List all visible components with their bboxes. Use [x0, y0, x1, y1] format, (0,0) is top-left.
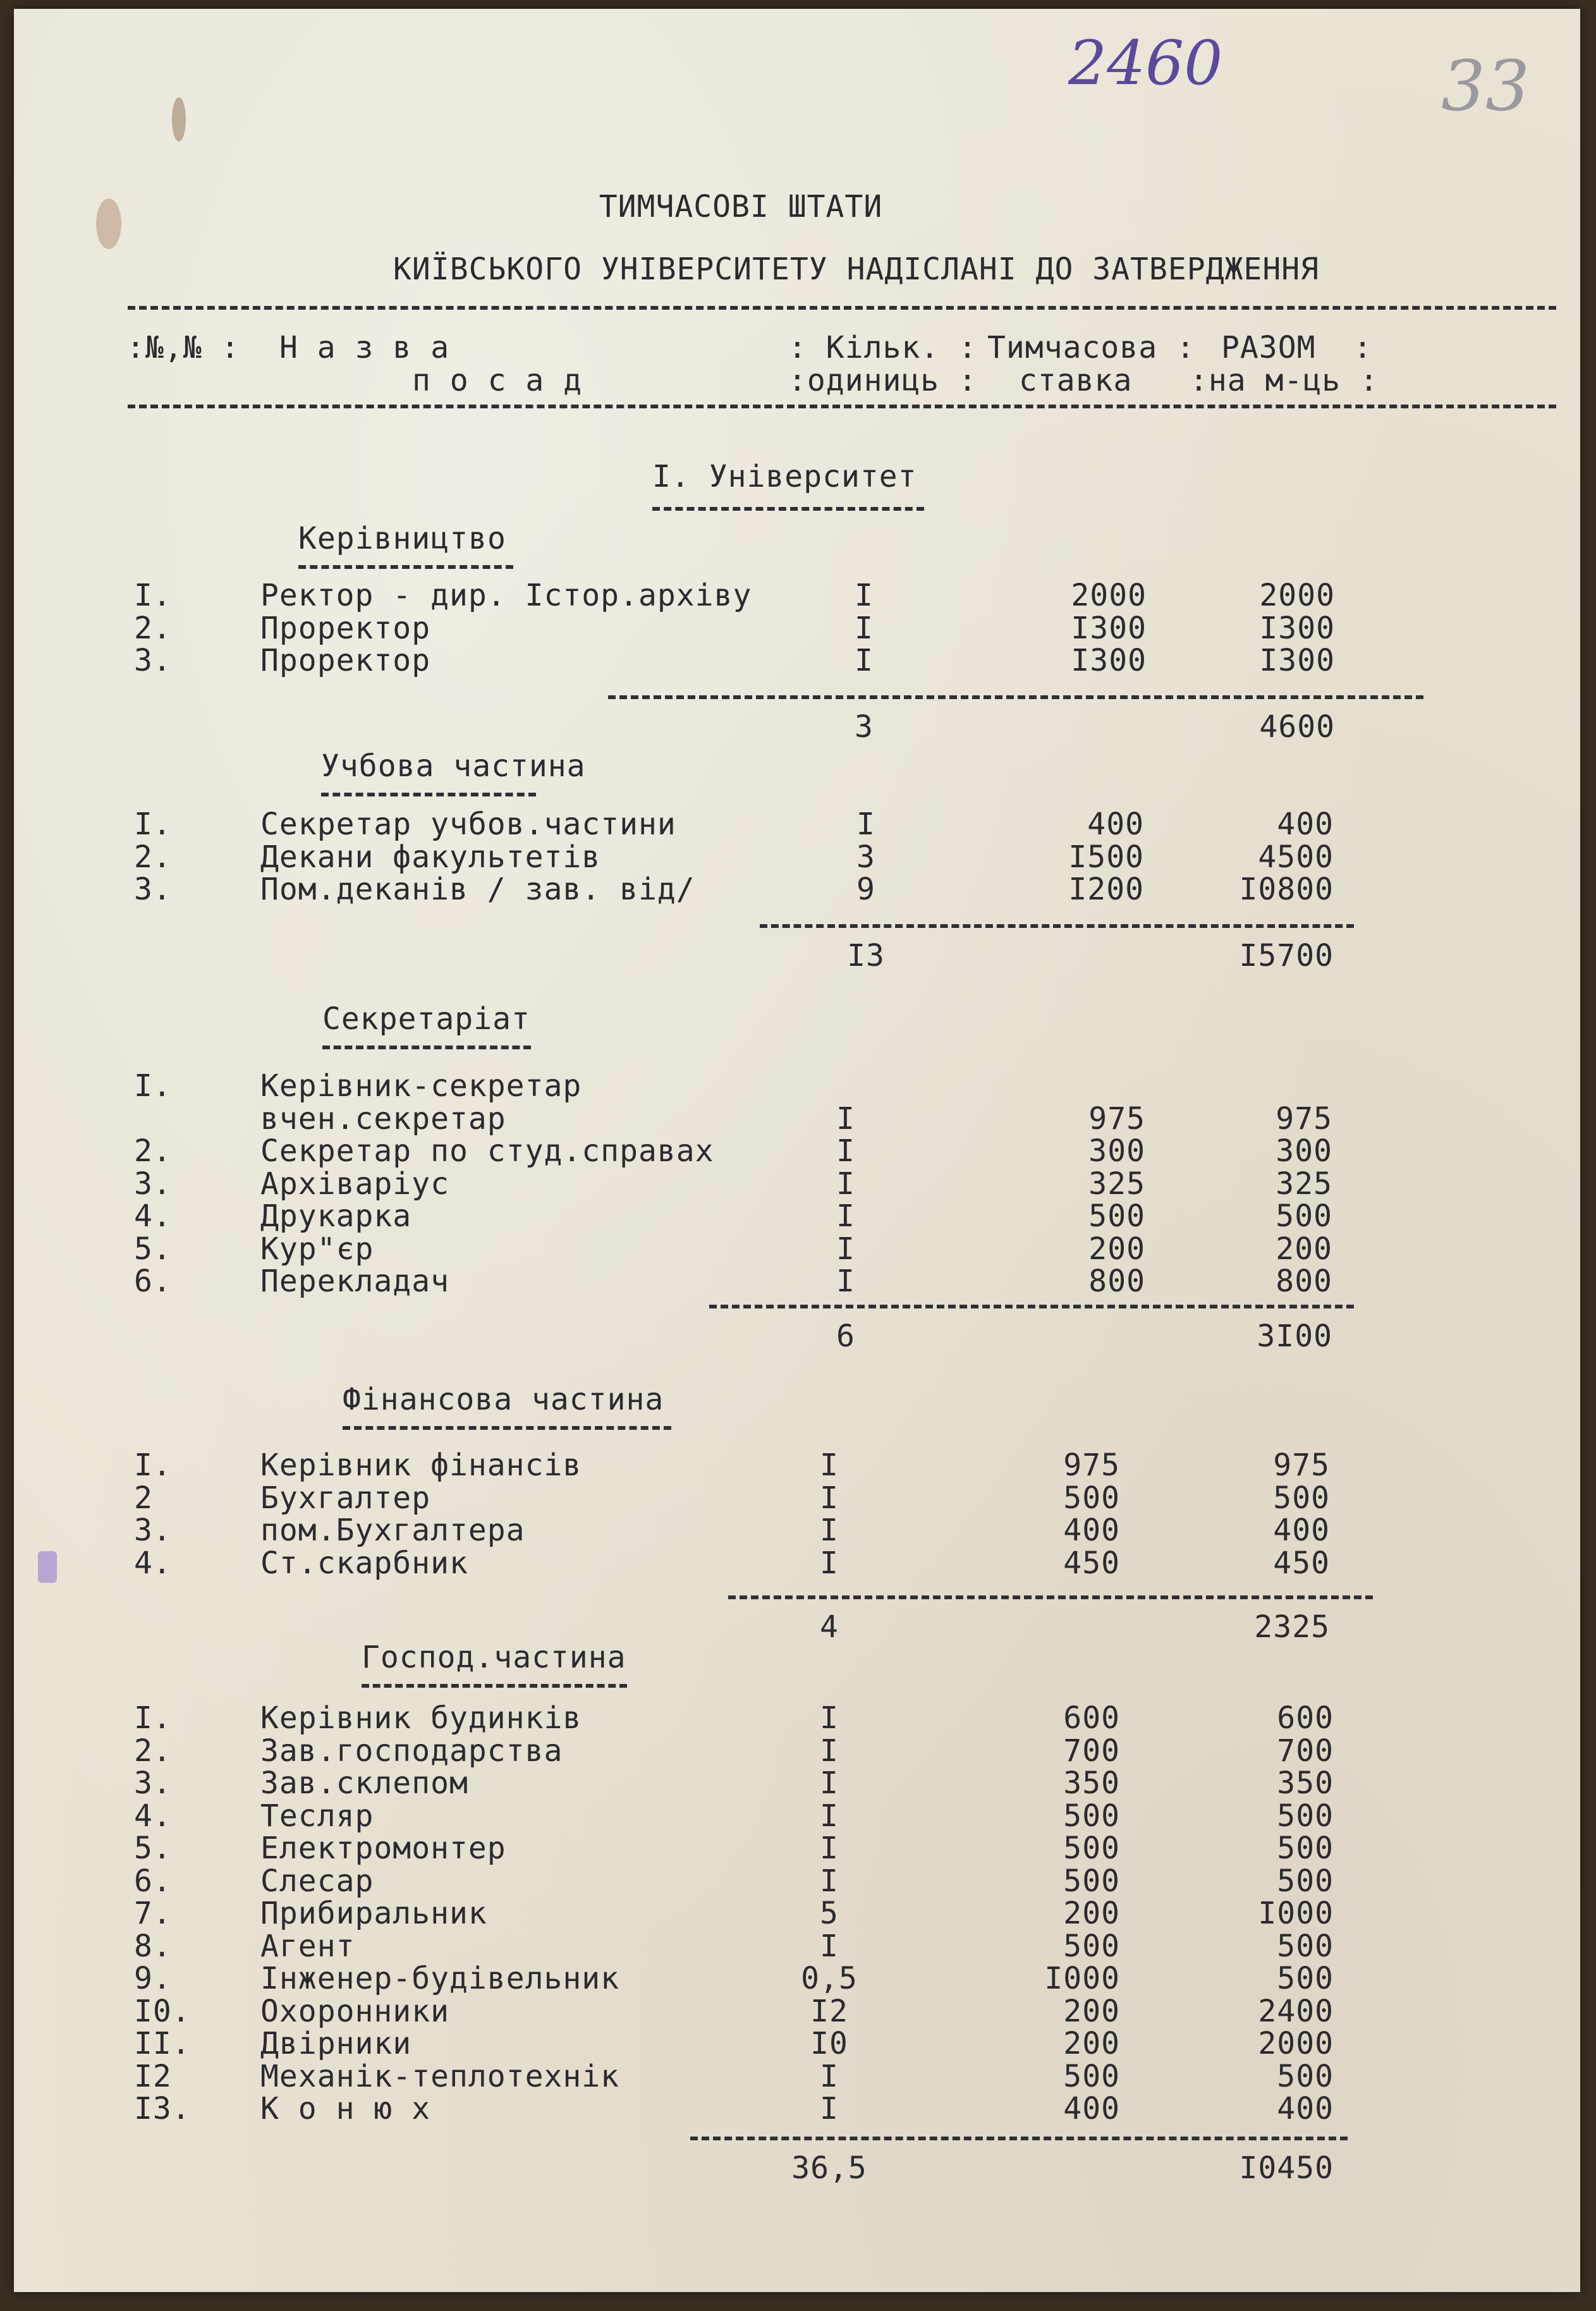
rate-value: 500 — [1063, 2058, 1120, 2094]
rate-value: 700 — [1063, 1733, 1120, 1769]
monthly-total: 500 — [1277, 1863, 1334, 1899]
monthly-total: 2400 — [1258, 1993, 1334, 2029]
monthly-total: І300 — [1259, 643, 1335, 678]
subtotal-rule — [709, 1305, 1354, 1308]
position-name: Секретар учбов.частини — [260, 807, 676, 842]
row-number: 6. — [134, 1264, 172, 1299]
unit-count: 3 — [856, 839, 875, 875]
row-number: 3. — [134, 1513, 172, 1548]
position-name: Тесляр — [260, 1798, 374, 1834]
position-name: пом.Бухгалтера — [260, 1513, 525, 1548]
header-total-l2: :на м-ць : — [1190, 363, 1379, 398]
row-number: І0. — [134, 1993, 191, 2029]
row-number: І2 — [134, 2058, 172, 2094]
rate-value: 400 — [1087, 807, 1144, 842]
monthly-total: 325 — [1276, 1166, 1332, 1202]
position-name: Перекладач — [260, 1264, 449, 1299]
rate-value: 325 — [1088, 1166, 1145, 1202]
unit-count: І — [836, 1101, 855, 1137]
monthly-total: 500 — [1277, 1798, 1334, 1834]
position-name: Друкарка — [260, 1198, 412, 1234]
position-name: Ст.скарбник — [260, 1545, 468, 1581]
subtotal-count: 36,5 — [791, 2150, 867, 2186]
position-name: К о н ю х — [260, 2091, 431, 2126]
unit-count: І — [836, 1133, 855, 1169]
unit-count: І — [820, 1765, 839, 1801]
position-name: Ректор - дир. Істор.архіву — [260, 578, 752, 613]
subtotal-amount: І0450 — [1239, 2150, 1334, 2186]
row-number: 9. — [134, 1961, 172, 1996]
header-total-l1: РАЗОМ : — [1221, 330, 1373, 365]
row-number: 5. — [134, 1231, 172, 1267]
row-number: 3. — [134, 1166, 172, 1202]
title-line-1: ТИМЧАСОВІ ШТАТИ — [599, 189, 883, 224]
unit-count: І — [856, 807, 875, 842]
rate-value: 2000 — [1071, 578, 1147, 613]
rate-value: 500 — [1063, 1831, 1120, 1866]
section-underline — [652, 507, 924, 511]
header-rate-l1: Тимчасова : — [987, 330, 1195, 365]
monthly-total: 700 — [1277, 1733, 1334, 1769]
unit-count: І — [820, 1513, 839, 1548]
row-number: І. — [134, 1700, 172, 1736]
row-number: 2. — [134, 839, 172, 875]
position-name: Проректор — [260, 643, 431, 678]
rate-value: 200 — [1063, 1896, 1120, 1931]
header-qty-l2: :одиниць : — [788, 363, 977, 398]
rate-value: 975 — [1063, 1448, 1120, 1483]
position-name: Охоронники — [260, 1993, 449, 2029]
monthly-total: 500 — [1273, 1480, 1330, 1516]
unit-count: 0,5 — [801, 1961, 858, 1996]
archive-number: 2460 — [1068, 28, 1223, 99]
row-number: 2. — [134, 1133, 172, 1169]
header-rate-l2: ставка — [1019, 363, 1133, 398]
position-name: Проректор — [260, 610, 431, 646]
unit-count: 5 — [820, 1896, 839, 1931]
subtotal-rule — [728, 1595, 1373, 1599]
group-title-underline — [298, 565, 513, 569]
unit-count: І — [855, 610, 874, 646]
unit-count: 9 — [856, 872, 875, 907]
position-name: Інженер-будівельник — [260, 1961, 620, 1996]
unit-count: І — [820, 1480, 839, 1516]
rate-value: 975 — [1088, 1101, 1145, 1137]
header-qty-l1: : Кільк. : — [788, 330, 977, 365]
title-line-2: КИЇВСЬКОГО УНІВЕРСИТЕТУ НАДІСЛАНІ ДО ЗАТВЕРДЖЕННЯ — [393, 252, 1320, 287]
subtotal-amount: 3І00 — [1257, 1319, 1332, 1354]
position-name: Зав.господарства — [260, 1733, 563, 1769]
document-page — [14, 9, 1580, 2292]
unit-count: І — [820, 1798, 839, 1834]
row-number: І. — [134, 1068, 172, 1104]
monthly-total: 450 — [1273, 1545, 1330, 1581]
monthly-total: І300 — [1259, 610, 1335, 646]
group-title-underline — [362, 1684, 627, 1688]
subtotal-count: 3 — [855, 709, 874, 745]
row-number: І. — [134, 578, 172, 613]
monthly-total: 500 — [1277, 1928, 1334, 1964]
unit-count: І — [820, 1448, 839, 1483]
unit-count: І — [820, 1928, 839, 1964]
subtotal-amount: 2325 — [1254, 1609, 1330, 1645]
rate-value: 400 — [1063, 1513, 1120, 1548]
position-name: Слесар — [260, 1863, 374, 1899]
unit-count: І — [836, 1231, 855, 1267]
monthly-total: 2000 — [1258, 2026, 1334, 2061]
unit-count: І — [836, 1166, 855, 1202]
position-name: Агент — [260, 1928, 355, 1964]
row-number: 3. — [134, 872, 172, 907]
group-title: Господ.частина — [362, 1640, 626, 1675]
monthly-total: 400 — [1273, 1513, 1330, 1548]
subtotal-count: 4 — [820, 1609, 839, 1645]
row-number: 8. — [134, 1928, 172, 1964]
monthly-total: 500 — [1277, 1831, 1334, 1866]
header-num: :№,№ : — [126, 330, 240, 365]
unit-count: І — [855, 643, 874, 678]
unit-count: І — [836, 1264, 855, 1299]
subtotal-count: 6 — [836, 1319, 855, 1354]
row-number: І3. — [134, 2091, 191, 2126]
group-title-underline — [322, 1046, 531, 1049]
rate-value: 200 — [1063, 2026, 1120, 2061]
monthly-total: 400 — [1277, 2091, 1334, 2126]
rate-value: І000 — [1044, 1961, 1120, 1996]
group-title: Фінансова частина — [343, 1382, 664, 1417]
row-number: ІІ. — [134, 2026, 191, 2061]
header-name-l1: Н а з в а — [279, 330, 450, 365]
position-name: Секретар по студ.справах — [260, 1133, 714, 1169]
rate-value: 300 — [1088, 1133, 1145, 1169]
unit-count: І — [820, 1700, 839, 1736]
row-number: 6. — [134, 1863, 172, 1899]
position-name: Механік-теплотехнік — [260, 2058, 620, 2094]
monthly-total: 2000 — [1259, 578, 1335, 613]
header-rule-bottom — [128, 405, 1556, 408]
violet-mark — [38, 1551, 57, 1583]
monthly-total: 800 — [1276, 1264, 1332, 1299]
page-number: 33 — [1441, 46, 1530, 126]
subtotal-rule — [690, 2137, 1348, 2140]
rate-value: 350 — [1063, 1765, 1120, 1801]
header-name-l2: п о с а д — [412, 363, 583, 398]
rate-value: 450 — [1063, 1545, 1120, 1581]
section-title: І. Університет — [652, 459, 917, 494]
rate-value: 200 — [1088, 1231, 1145, 1267]
monthly-total: 4500 — [1258, 839, 1334, 875]
rate-value: 400 — [1063, 2091, 1120, 2126]
row-number: 2. — [134, 1733, 172, 1769]
group-title: Керівництво — [298, 521, 506, 556]
position-name: Декани факультетів — [260, 839, 601, 875]
subtotal-amount: 4600 — [1259, 709, 1335, 745]
unit-count: І — [820, 1863, 839, 1899]
unit-count: І2 — [810, 1993, 848, 2029]
position-name: Прибиральник — [260, 1896, 487, 1931]
monthly-total: 975 — [1273, 1448, 1330, 1483]
unit-count: І0 — [810, 2026, 848, 2061]
subtotal-amount: І5700 — [1239, 938, 1334, 973]
monthly-total: 975 — [1276, 1101, 1332, 1137]
unit-count: І — [820, 2058, 839, 2094]
rate-value: 800 — [1088, 1264, 1145, 1299]
row-number: 5. — [134, 1831, 172, 1866]
monthly-total: 300 — [1276, 1133, 1332, 1169]
unit-count: І — [820, 1545, 839, 1581]
subtotal-count: І3 — [847, 938, 885, 973]
position-name: Керівник-секретар — [260, 1068, 582, 1104]
monthly-total: 400 — [1277, 807, 1334, 842]
row-number: 4. — [134, 1198, 172, 1234]
monthly-total: 600 — [1277, 1700, 1334, 1736]
monthly-total: 350 — [1277, 1765, 1334, 1801]
row-number: 2. — [134, 610, 172, 646]
unit-count: І — [820, 1831, 839, 1866]
monthly-total: 200 — [1276, 1231, 1332, 1267]
rate-value: 200 — [1063, 1993, 1120, 2029]
monthly-total: 500 — [1277, 1961, 1334, 1996]
unit-count: І — [820, 2091, 839, 2126]
row-number: 4. — [134, 1798, 172, 1834]
position-name: Архіваріус — [260, 1166, 449, 1202]
position-name: Керівник будинків — [260, 1700, 582, 1736]
rate-value: І300 — [1071, 610, 1147, 646]
row-number: 2 — [134, 1480, 153, 1516]
rate-value: І200 — [1068, 872, 1144, 907]
unit-count: І — [820, 1733, 839, 1769]
header-rule-top — [128, 306, 1556, 310]
subtotal-rule — [608, 695, 1423, 699]
unit-count: І — [836, 1198, 855, 1234]
subtotal-rule — [760, 924, 1354, 928]
monthly-total: І0800 — [1239, 872, 1334, 907]
rate-value: 500 — [1063, 1798, 1120, 1834]
position-name: Двірники — [260, 2026, 412, 2061]
position-name: Бухгалтер — [260, 1480, 431, 1516]
group-title: Секретаріат — [322, 1001, 530, 1037]
position-name: Електромонтер — [260, 1831, 506, 1866]
row-number: І. — [134, 807, 172, 842]
row-number: І. — [134, 1448, 172, 1483]
monthly-total: 500 — [1276, 1198, 1332, 1234]
row-number: 4. — [134, 1545, 172, 1581]
group-title-underline — [343, 1426, 671, 1430]
position-name: Зав.склепом — [260, 1765, 468, 1801]
rust-stain — [172, 97, 186, 142]
rust-stain — [96, 198, 121, 249]
rate-value: І300 — [1071, 643, 1147, 678]
monthly-total: І000 — [1258, 1896, 1334, 1931]
row-number: 7. — [134, 1896, 172, 1931]
rate-value: 500 — [1063, 1928, 1120, 1964]
position-name: вчен.секретар — [260, 1101, 506, 1137]
monthly-total: 500 — [1277, 2058, 1334, 2094]
rate-value: 500 — [1088, 1198, 1145, 1234]
position-name: Керівник фінансів — [260, 1448, 582, 1483]
row-number: 3. — [134, 643, 172, 678]
rate-value: 600 — [1063, 1700, 1120, 1736]
rate-value: 500 — [1063, 1863, 1120, 1899]
group-title-underline — [321, 793, 536, 796]
rate-value: І500 — [1068, 839, 1144, 875]
position-name: Кур"єр — [260, 1231, 374, 1267]
row-number: 3. — [134, 1765, 172, 1801]
unit-count: І — [855, 578, 874, 613]
group-title: Учбова частина — [321, 748, 586, 784]
rate-value: 500 — [1063, 1480, 1120, 1516]
position-name: Пом.деканів / зав. від/ — [260, 872, 695, 907]
